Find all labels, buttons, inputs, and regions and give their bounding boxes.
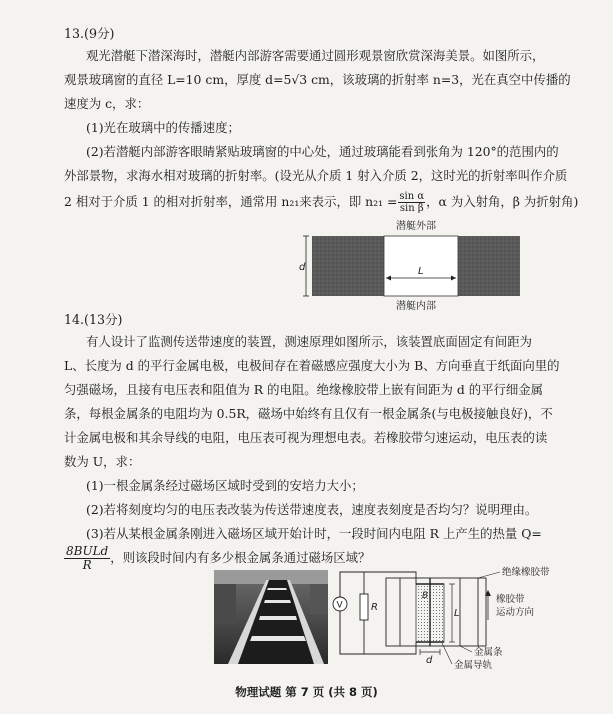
- resistor: [360, 594, 368, 620]
- label-belt-direction-2: 运动方向: [496, 607, 535, 618]
- fig13-right-wall: [458, 236, 520, 296]
- q14-sub3-line1: (3)若从某根金属条刚进入磁场区域开始计时，一段时间内电阻 R 上产生的热量 Q=: [86, 526, 542, 541]
- q13-sub2-line2: 外部景物，求海水相对玻璃的折射率。(设光从介质 1 射入介质 2，这时光的折射率叫作介质: [64, 168, 568, 183]
- fraction-numerator: sin α: [399, 191, 425, 202]
- field-B-label: B: [422, 591, 429, 601]
- q14-text-line3: 匀强磁场，且接有电压表和阻值为 R 的电阻。绝缘橡胶带上嵌有间距为 d 的平行细金属: [64, 382, 544, 397]
- q13-sub2-line3: [64, 191, 578, 214]
- q14-text-line5: 计金属电极和其余导线的电阻，电压表可视为理想电表。若橡胶带匀速运动，电压表的读: [64, 430, 548, 445]
- heat-fraction: [64, 545, 110, 572]
- refraction-fraction: [398, 191, 425, 214]
- q13-text-line3: 速度为 c，求：: [64, 96, 150, 111]
- resistor-label: R: [371, 602, 378, 613]
- fig13-bottom-label: 潜艇内部: [396, 301, 436, 312]
- q14-belt-photo: [214, 570, 328, 664]
- q14-sub2: (2)若将刻度均匀的电压表改装为传送带速度表，速度表刻度是否均匀？说明理由。: [86, 502, 538, 517]
- q14-text-line2: L、长度为 d 的平行金属电极，电极间存在着磁感应强度大小为 B、方向垂直于纸面向里的: [64, 358, 560, 373]
- q14-text-line6: 数为 U，求：: [64, 454, 141, 469]
- q13-sub1: (1)光在玻璃中的传播速度；: [86, 120, 240, 135]
- fig13-left-wall: [312, 236, 384, 296]
- voltmeter-label: V: [336, 600, 343, 611]
- q14-heading: 14.(13分): [64, 312, 123, 327]
- heat-numerator: 8BULd: [66, 544, 109, 558]
- fig13-L-label: L: [418, 266, 424, 277]
- label-metal-strip: 金属条: [474, 647, 503, 658]
- label-belt-direction-1: 橡胶带: [496, 594, 525, 605]
- q13-heading: 13.(9分): [64, 26, 115, 41]
- fig14-d-label: d: [426, 655, 433, 666]
- q13-sub2-line1: (2)若潜艇内部游客眼睛紧贴玻璃窗的中心处，通过玻璃能看到张角为 120°的范围内的: [86, 144, 559, 159]
- page-footer: 物理试题 第 7 页 (共 8 页): [235, 685, 378, 699]
- q14-text-line1: 有人设计了监测传送带速度的装置，测速原理如图所示，该装置底面固定有间距为: [86, 334, 533, 349]
- q14-sub3-line2-post: ，则该段时间内有多少根金属条通过磁场区域？: [110, 550, 371, 565]
- q13-text-line1: 观光潜艇下潜深海时，潜艇内部游客需要通过圆形观景窗欣赏深海美景。如图所示，: [86, 48, 545, 63]
- fig13-d-label: d: [299, 262, 306, 273]
- q14-sub3-line2: [64, 545, 370, 572]
- label-metal-rail: 金属导轨: [454, 660, 493, 671]
- q13-text-line2: 观景玻璃窗的直径 L=10 cm，厚度 d=5√3 cm，该玻璃的折射率 n=3，光在真空中传播的: [64, 72, 571, 87]
- q13-figure: [296, 218, 526, 312]
- q13-sub2-line3-post: ，α 为入射角，β 为折射角): [426, 194, 579, 209]
- q14-text-line4: 条，每根金属条的电阻均为 0.5R，磁场中始终有且仅有一根金属条(与电极接触良好)，不: [64, 406, 553, 421]
- q14-circuit-diagram: [330, 564, 570, 672]
- fraction-denominator: sin β: [399, 203, 424, 214]
- heat-denominator: R: [82, 558, 92, 572]
- q14-sub1: (1)一根金属条经过磁场区域时受到的安培力大小；: [86, 478, 364, 493]
- fig13-top-label: 潜艇外部: [396, 221, 436, 232]
- q13-sub2-line3-pre: 2 相对于介质 1 的相对折射率，通常用 n₂₁来表示，即 n₂₁ =: [64, 194, 398, 209]
- label-insulating-belt: 绝缘橡胶带: [502, 567, 550, 578]
- fig14-L-label: L: [454, 608, 460, 619]
